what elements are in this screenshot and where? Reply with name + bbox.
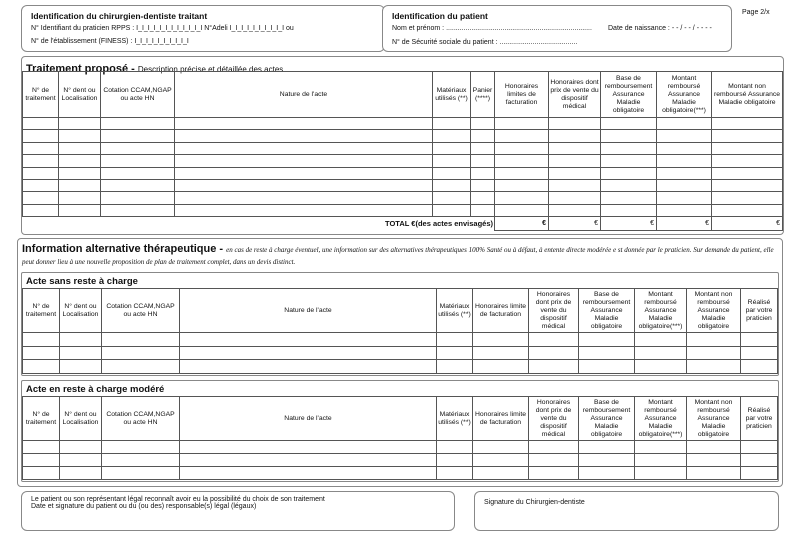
treatment-cell[interactable]: [549, 192, 601, 204]
patient-title: Identification du patient: [392, 11, 488, 21]
treatment-cell[interactable]: [471, 204, 495, 216]
alternative-section: [17, 238, 783, 487]
no-remaining-cost-cell[interactable]: [60, 333, 102, 347]
treatment-cell[interactable]: [657, 192, 712, 204]
treatment-cell[interactable]: [23, 179, 59, 191]
treatment-col-header: Montant remboursé Assurance Maladie obligatoire(***): [657, 72, 712, 118]
treatment-col-header: Nature de l'acte: [175, 72, 433, 118]
no-remaining-cost-cell[interactable]: [579, 346, 635, 360]
moderate-remaining-cost-cell[interactable]: [180, 454, 437, 467]
treatment-cell[interactable]: [549, 130, 601, 142]
treatment-cell[interactable]: [712, 130, 783, 142]
no-remaining-cost-title: Acte sans reste à charge: [26, 276, 138, 287]
treatment-col-header: Cotation CCAM,NGAP ou acte HN: [101, 72, 175, 118]
no-remaining-cost-cell[interactable]: [635, 333, 687, 347]
no-remaining-cost-cell[interactable]: [180, 360, 437, 374]
treatment-cell[interactable]: [495, 142, 549, 154]
treatment-cell[interactable]: [59, 192, 101, 204]
moderate-remaining-cost-cell[interactable]: [579, 441, 635, 454]
moderate-remaining-cost-cell[interactable]: [687, 467, 741, 480]
euro-sign: €: [776, 219, 780, 227]
moderate-remaining-cost-cell[interactable]: [60, 441, 102, 454]
treatment-row: [23, 167, 783, 179]
no-remaining-cost-row: [23, 360, 778, 374]
treatment-cell[interactable]: [433, 155, 471, 167]
treatment-cell[interactable]: [495, 130, 549, 142]
treatment-cell[interactable]: [59, 155, 101, 167]
treatment-cell[interactable]: [433, 179, 471, 191]
treatment-cell[interactable]: [433, 118, 471, 130]
moderate-remaining-cost-cell[interactable]: [579, 467, 635, 480]
treatment-cell[interactable]: [495, 204, 549, 216]
treatment-col-header: N° dent ou Localisation: [59, 72, 101, 118]
treatment-cell[interactable]: [549, 142, 601, 154]
moderate-remaining-cost-col-header: Nature de l'acte: [180, 397, 437, 441]
moderate-remaining-cost-cell[interactable]: [180, 441, 437, 454]
no-remaining-cost-cell[interactable]: [473, 333, 529, 347]
no-remaining-cost-cell[interactable]: [102, 346, 180, 360]
treatment-col-header: Matériaux utilisés (**): [433, 72, 471, 118]
no-remaining-cost-cell[interactable]: [23, 346, 60, 360]
treatment-cell[interactable]: [175, 179, 433, 191]
treatment-cell[interactable]: [175, 204, 433, 216]
no-remaining-cost-cell[interactable]: [741, 346, 778, 360]
treatment-table-wrap: [22, 71, 783, 231]
dentist-signature-label: Signature du Chirurgien-dentiste: [484, 499, 585, 506]
moderate-remaining-cost-cell[interactable]: [579, 454, 635, 467]
no-remaining-cost-col-header: Cotation CCAM,NGAP ou acte HN: [102, 289, 180, 333]
no-remaining-cost-table-wrap: [22, 288, 778, 374]
treatment-cell[interactable]: [471, 179, 495, 191]
moderate-remaining-cost-col-header: Matériaux utilisés (**): [437, 397, 473, 441]
treatment-cell[interactable]: [59, 179, 101, 191]
no-remaining-cost-col-header: Montant non remboursé Assurance Maladie obligatoire: [687, 289, 741, 333]
moderate-remaining-cost-row: [23, 441, 778, 454]
no-remaining-cost-cell[interactable]: [60, 346, 102, 360]
treatment-cell[interactable]: [433, 142, 471, 154]
no-remaining-cost-cell[interactable]: [102, 333, 180, 347]
patient-consent-box[interactable]: [21, 491, 455, 531]
no-remaining-cost-cell[interactable]: [437, 333, 473, 347]
moderate-remaining-cost-col-header: N° dent ou Localisation: [60, 397, 102, 441]
moderate-remaining-cost-title: Acte en reste à charge modéré: [26, 384, 165, 395]
treatment-cell[interactable]: [657, 179, 712, 191]
no-remaining-cost-row: [23, 333, 778, 347]
treatment-row: [23, 118, 783, 130]
treatment-row: [23, 192, 783, 204]
alternative-text: en cas de reste à charge éventuel, une information sur des alternatives thérapeutiques 100% Santé ou à défaut, à entente directe modérée e st donnée par le praticien. Sur demande du patient, elle peut donner lieu à une nouvelle proposition de plan de traitement complet, dans un devis distinct.: [22, 246, 774, 266]
moderate-remaining-cost-col-header: Base de remboursement Assurance Maladie obligatoire: [579, 397, 635, 441]
moderate-remaining-cost-cell[interactable]: [473, 441, 529, 454]
moderate-remaining-cost-cell[interactable]: [741, 467, 778, 480]
treatment-cell[interactable]: [175, 155, 433, 167]
treatment-cell[interactable]: [549, 179, 601, 191]
moderate-remaining-cost-cell[interactable]: [687, 454, 741, 467]
consent-line-1: Le patient ou son représentant légal reconnaît avoir eu la possibilité du choix de son traitement: [31, 496, 325, 503]
treatment-cell[interactable]: [712, 179, 783, 191]
no-remaining-cost-cell[interactable]: [741, 333, 778, 347]
patient-identification-box: [382, 5, 732, 52]
treatment-cell[interactable]: [471, 155, 495, 167]
moderate-remaining-cost-cell[interactable]: [635, 441, 687, 454]
treatment-cell[interactable]: [101, 204, 175, 216]
total-label-text: TOTAL €(des actes envisagés): [385, 218, 493, 228]
treatment-cell[interactable]: [549, 118, 601, 130]
treatment-cell[interactable]: [601, 155, 657, 167]
moderate-remaining-cost-header-row: [23, 397, 778, 441]
no-remaining-cost-cell[interactable]: [579, 360, 635, 374]
treatment-row: [23, 155, 783, 167]
treatment-cell[interactable]: [433, 167, 471, 179]
treatment-cell[interactable]: [601, 130, 657, 142]
treatment-header-row: [23, 72, 783, 118]
treatment-cell[interactable]: [101, 142, 175, 154]
no-remaining-cost-col-header: Montant remboursé Assurance Maladie obligatoire(***): [635, 289, 687, 333]
dentist-signature-box[interactable]: [474, 491, 779, 531]
consent-line-2: Date et signature du patient ou du (ou des) responsable(s) légal (légaux): [31, 503, 257, 510]
moderate-remaining-cost-col-header: N° de traitement: [23, 397, 60, 441]
moderate-remaining-cost-cell[interactable]: [687, 441, 741, 454]
treatment-cell[interactable]: [59, 167, 101, 179]
no-remaining-cost-box: [21, 272, 779, 376]
euro-sign: €: [650, 219, 654, 227]
treatment-cell[interactable]: [59, 204, 101, 216]
treatment-cell[interactable]: [433, 204, 471, 216]
no-remaining-cost-table: [22, 288, 778, 374]
total-amount-cell[interactable]: [712, 217, 783, 231]
treatment-cell[interactable]: [712, 167, 783, 179]
moderate-remaining-cost-cell[interactable]: [529, 441, 579, 454]
treatment-cell[interactable]: [59, 142, 101, 154]
treatment-cell[interactable]: [23, 142, 59, 154]
no-remaining-cost-col-header: Nature de l'acte: [180, 289, 437, 333]
moderate-remaining-cost-cell[interactable]: [437, 467, 473, 480]
treatment-row: [23, 204, 783, 216]
alternative-title: Information alternative thérapeutique -: [22, 243, 227, 255]
no-remaining-cost-header-row: [23, 289, 778, 333]
moderate-remaining-cost-cell[interactable]: [102, 441, 180, 454]
no-remaining-cost-cell[interactable]: [741, 360, 778, 374]
treatment-cell[interactable]: [23, 192, 59, 204]
treatment-cell[interactable]: [471, 167, 495, 179]
moderate-remaining-cost-cell[interactable]: [60, 454, 102, 467]
total-amount-cell[interactable]: [657, 217, 712, 231]
treatment-total-row: [23, 217, 783, 231]
treatment-row: [23, 142, 783, 154]
treatment-cell[interactable]: [549, 167, 601, 179]
moderate-remaining-cost-box: [21, 380, 779, 482]
total-amount-cell[interactable]: [549, 217, 601, 231]
no-remaining-cost-cell[interactable]: [180, 346, 437, 360]
treatment-cell[interactable]: [601, 142, 657, 154]
moderate-remaining-cost-col-header: Montant remboursé Assurance Maladie obligatoire(***): [635, 397, 687, 441]
treatment-cell[interactable]: [601, 179, 657, 191]
moderate-remaining-cost-cell[interactable]: [23, 441, 60, 454]
page-number: Page 2/x: [742, 9, 770, 16]
treatment-col-header: Panier (****): [471, 72, 495, 118]
no-remaining-cost-col-header: Honoraires limite de facturation: [473, 289, 529, 333]
no-remaining-cost-cell[interactable]: [473, 360, 529, 374]
treatment-cell[interactable]: [657, 204, 712, 216]
treatment-cell[interactable]: [471, 130, 495, 142]
moderate-remaining-cost-cell[interactable]: [635, 454, 687, 467]
moderate-remaining-cost-cell[interactable]: [473, 467, 529, 480]
total-amount-cell[interactable]: [495, 217, 549, 231]
practitioner-identification-box: [21, 5, 385, 52]
no-remaining-cost-cell[interactable]: [687, 360, 741, 374]
no-remaining-cost-cell[interactable]: [635, 360, 687, 374]
moderate-remaining-cost-cell[interactable]: [529, 467, 579, 480]
no-remaining-cost-cell[interactable]: [437, 360, 473, 374]
treatment-table: [22, 71, 783, 231]
moderate-remaining-cost-col-header: Réalisé par votre praticien: [741, 397, 778, 441]
treatment-row: [23, 179, 783, 191]
treatment-cell[interactable]: [549, 204, 601, 216]
rpps-field[interactable]: N° Identifiant du praticien RPPS : I_I_I_I_I_I_I_I_I_I_I_I N°Adeli I_I_I_I_I_I_I_I_I_I ou: [31, 25, 294, 32]
moderate-remaining-cost-cell[interactable]: [102, 454, 180, 467]
moderate-remaining-cost-row: [23, 467, 778, 480]
treatment-cell[interactable]: [23, 118, 59, 130]
treatment-cell[interactable]: [657, 155, 712, 167]
treatment-cell[interactable]: [101, 192, 175, 204]
no-remaining-cost-col-header: Réalisé par votre praticien: [741, 289, 778, 333]
moderate-remaining-cost-cell[interactable]: [529, 454, 579, 467]
no-remaining-cost-cell[interactable]: [635, 346, 687, 360]
no-remaining-cost-cell[interactable]: [180, 333, 437, 347]
treatment-cell[interactable]: [471, 192, 495, 204]
treatment-cell[interactable]: [23, 204, 59, 216]
moderate-remaining-cost-cell[interactable]: [60, 467, 102, 480]
no-remaining-cost-col-header: Base de remboursement Assurance Maladie obligatoire: [579, 289, 635, 333]
no-remaining-cost-cell[interactable]: [60, 360, 102, 374]
patient-name-field[interactable]: Nom et prénom : ...........................................................................: [392, 25, 592, 32]
moderate-remaining-cost-cell[interactable]: [473, 454, 529, 467]
moderate-remaining-cost-table-wrap: [22, 396, 778, 480]
no-remaining-cost-cell[interactable]: [437, 346, 473, 360]
treatment-cell[interactable]: [23, 167, 59, 179]
treatment-col-header: Honoraires limites de facturation: [495, 72, 549, 118]
treatment-subtitle: Description précise et détaillée des actes: [137, 65, 284, 74]
treatment-cell[interactable]: [712, 142, 783, 154]
treatment-title: Traitement proposé -: [26, 63, 138, 75]
moderate-remaining-cost-cell[interactable]: [180, 467, 437, 480]
treatment-col-header: N° de traitement: [23, 72, 59, 118]
treatment-cell[interactable]: [657, 167, 712, 179]
treatment-cell[interactable]: [101, 118, 175, 130]
treatment-cell[interactable]: [175, 167, 433, 179]
treatment-cell[interactable]: [601, 204, 657, 216]
no-remaining-cost-cell[interactable]: [102, 360, 180, 374]
moderate-remaining-cost-col-header: Honoraires limite de facturation: [473, 397, 529, 441]
practitioner-title: Identification du chirurgien-dentiste traitant: [31, 11, 208, 21]
treatment-cell[interactable]: [59, 118, 101, 130]
treatment-cell[interactable]: [471, 118, 495, 130]
treatment-cell[interactable]: [433, 130, 471, 142]
moderate-remaining-cost-row: [23, 454, 778, 467]
treatment-col-header: Base de remboursement Assurance Maladie obligatoire: [601, 72, 657, 118]
moderate-remaining-cost-cell[interactable]: [23, 454, 60, 467]
moderate-remaining-cost-table: [22, 396, 778, 480]
no-remaining-cost-cell[interactable]: [687, 333, 741, 347]
moderate-remaining-cost-cell[interactable]: [741, 454, 778, 467]
treatment-cell[interactable]: [495, 155, 549, 167]
treatment-cell[interactable]: [471, 142, 495, 154]
treatment-cell[interactable]: [23, 155, 59, 167]
treatment-cell[interactable]: [175, 130, 433, 142]
treatment-cell[interactable]: [59, 130, 101, 142]
treatment-cell[interactable]: [712, 192, 783, 204]
moderate-remaining-cost-cell[interactable]: [437, 454, 473, 467]
no-remaining-cost-cell[interactable]: [529, 360, 579, 374]
treatment-cell[interactable]: [495, 192, 549, 204]
moderate-remaining-cost-cell[interactable]: [437, 441, 473, 454]
treatment-cell[interactable]: [101, 167, 175, 179]
moderate-remaining-cost-cell[interactable]: [741, 441, 778, 454]
moderate-remaining-cost-cell[interactable]: [23, 467, 60, 480]
treatment-cell[interactable]: [101, 179, 175, 191]
treatment-cell[interactable]: [101, 155, 175, 167]
treatment-row: [23, 130, 783, 142]
treatment-cell[interactable]: [712, 118, 783, 130]
no-remaining-cost-col-header: N° dent ou Localisation: [60, 289, 102, 333]
no-remaining-cost-cell[interactable]: [579, 333, 635, 347]
treatment-cell[interactable]: [712, 204, 783, 216]
social-security-field[interactable]: N° de Sécurité sociale du patient : ........................................: [392, 39, 578, 46]
alternative-intro: [22, 243, 778, 267]
finess-field[interactable]: N° de l'établissement (FINESS) : I_I_I_I_I_I_I_I_I_I: [31, 38, 189, 45]
treatment-cell[interactable]: [433, 192, 471, 204]
treatment-col-header: Honoraires dont prix de vente du dispositif médical: [549, 72, 601, 118]
no-remaining-cost-col-header: Honoraires dont prix de vente du dispositif médical: [529, 289, 579, 333]
treatment-cell[interactable]: [175, 142, 433, 154]
treatment-cell[interactable]: [657, 130, 712, 142]
treatment-cell[interactable]: [495, 118, 549, 130]
moderate-remaining-cost-col-header: Honoraires dont prix de vente du dispositif médical: [529, 397, 579, 441]
no-remaining-cost-cell[interactable]: [529, 346, 579, 360]
no-remaining-cost-cell[interactable]: [687, 346, 741, 360]
euro-sign: €: [594, 219, 598, 227]
treatment-cell[interactable]: [23, 130, 59, 142]
no-remaining-cost-col-header: N° de traitement: [23, 289, 60, 333]
treatment-cell[interactable]: [495, 167, 549, 179]
treatment-cell[interactable]: [601, 118, 657, 130]
no-remaining-cost-row: [23, 346, 778, 360]
euro-sign: €: [542, 219, 546, 227]
no-remaining-cost-cell[interactable]: [23, 360, 60, 374]
euro-sign: €: [705, 219, 709, 227]
treatment-cell[interactable]: [175, 192, 433, 204]
birthdate-field[interactable]: Date de naissance : - - / - - / - - - -: [608, 25, 712, 32]
treatment-cell[interactable]: [712, 155, 783, 167]
moderate-remaining-cost-col-header: Cotation CCAM,NGAP ou acte HN: [102, 397, 180, 441]
no-remaining-cost-cell[interactable]: [529, 333, 579, 347]
treatment-cell[interactable]: [657, 142, 712, 154]
total-label: [23, 217, 495, 231]
treatment-col-header: Montant non remboursé Assurance Maladie obligatoire: [712, 72, 783, 118]
treatment-cell[interactable]: [495, 179, 549, 191]
moderate-remaining-cost-col-header: Montant non remboursé Assurance Maladie obligatoire: [687, 397, 741, 441]
treatment-cell[interactable]: [549, 155, 601, 167]
treatment-cell[interactable]: [657, 118, 712, 130]
no-remaining-cost-cell[interactable]: [473, 346, 529, 360]
treatment-cell[interactable]: [175, 118, 433, 130]
moderate-remaining-cost-cell[interactable]: [102, 467, 180, 480]
treatment-cell[interactable]: [601, 167, 657, 179]
no-remaining-cost-cell[interactable]: [23, 333, 60, 347]
no-remaining-cost-col-header: Matériaux utilisés (**): [437, 289, 473, 333]
treatment-cell[interactable]: [601, 192, 657, 204]
treatment-section: [21, 56, 784, 235]
total-amount-cell[interactable]: [601, 217, 657, 231]
moderate-remaining-cost-cell[interactable]: [635, 467, 687, 480]
treatment-cell[interactable]: [101, 130, 175, 142]
